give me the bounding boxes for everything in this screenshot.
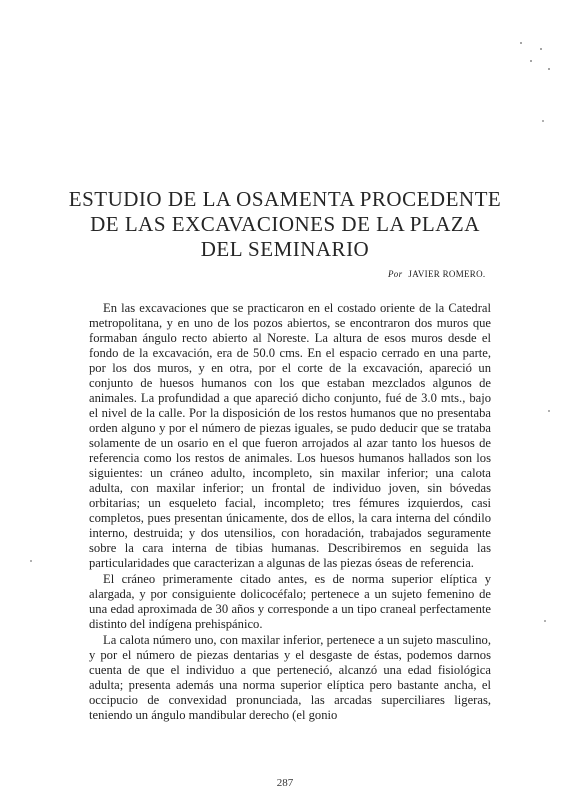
byline-prefix: Por xyxy=(388,269,403,279)
page-number: 287 xyxy=(276,777,294,789)
article-body xyxy=(89,301,491,723)
title-line: DE LAS EXCAVACIONES DE LA PLAZA xyxy=(90,212,480,236)
byline xyxy=(388,269,485,279)
paragraph: El cráneo primeramente citado antes, es de norma superior elíptica y alargada, y por consiguiente dolicocéfalo; pertenece a un sujeto femenino de una edad aproximada de 30 años y corresponde a un tipo craneal perfectamente distinto del indígena prehispánico. xyxy=(89,572,491,631)
article-title xyxy=(0,187,570,262)
corner-scan-mark xyxy=(516,40,556,80)
author-name: JAVIER ROMERO. xyxy=(408,269,486,279)
title-line: ESTUDIO DE LA OSAMENTA PROCEDENTE xyxy=(68,187,502,211)
paragraph: En las excavaciones que se practicaron en el costado oriente de la Catedral metropolitana, y en uno de los pozos abiertos, se encontraron dos muros que formaban ángulo recto abierto al Noreste. La altura de esos muros desde el fondo de la excavación, era de 50.0 cms. En el espacio cerrado en una parte, por los dos muros, y en otra, por el corte de la excavación, apareció un conjunto de huesos humanos con los que estaban mezclados algunos de animales. La profundidad a que apareció dicho conjunto, fué de 3.0 mts., bajo el nivel de la calle. Por la disposición de los restos humanos que no presentaba orden alguno y por el número de piezas iguales, se pudo deducir que se trataba solamente de un osario en el que fueron arrojados al azar tanto los huesos de referencia como los restos de animales. Los huesos humanos hallados son los siguientes: un cráneo adulto, incompleto, sin maxilar inferior; una calota adulta, con maxilar inferior; un frontal de individuo joven, sin bóvedas orbitarias; un esqueleto facial, incompleto; tres fémures izquierdos, casi completos, pues presentan únicamente, dos de ellos, la cara interna del cóndilo interno, destruida; y dos utensilios, con horadación, trabajados seguramente sobre la cara interna de tibias humanas. Describiremos en seguida las particularidades que caracterizan a algunas de las piezas óseas de referencia. xyxy=(89,301,491,570)
title-line: DEL SEMINARIO xyxy=(200,237,370,261)
paragraph: La calota número uno, con maxilar inferior, pertenece a un sujeto masculino, y por el número de piezas dentarias y el desgaste de éstas, podemos darnos cuenta de que el individuo a que perteneció, alcanzó una edad fisiológica adulta; presenta además una norma superior elíptica pero bastante ancha, el occipucio de convexidad pronunciada, las arcadas superciliares ligeras, teniendo un ángulo mandibular derecho (el gonio xyxy=(89,633,491,722)
